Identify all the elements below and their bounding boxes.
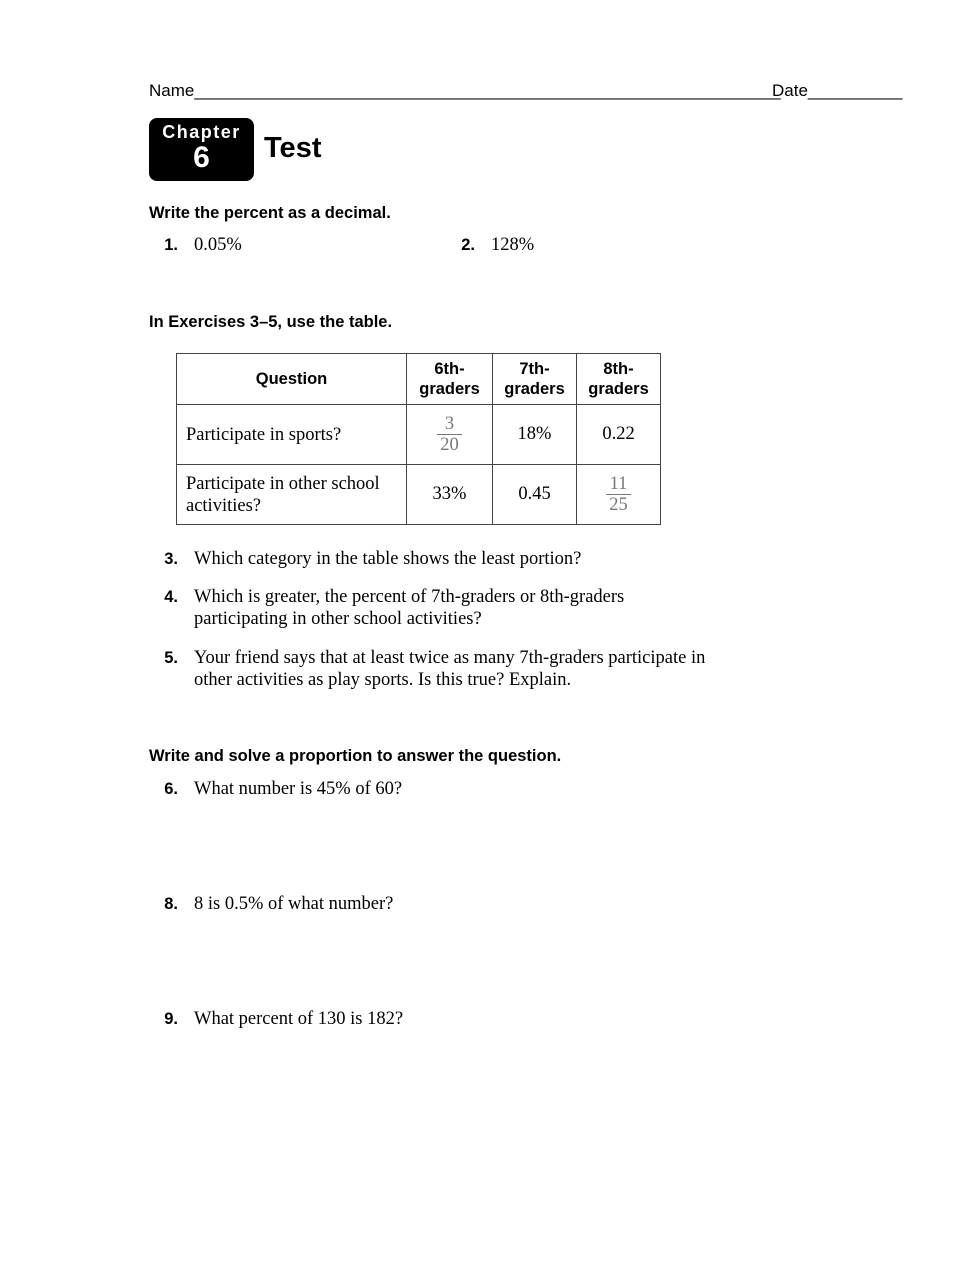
cell-8th: 0.22	[577, 405, 661, 465]
row-question: Participate in other school activities?	[177, 465, 407, 525]
section1-instruction: Write the percent as a decimal.	[149, 204, 391, 222]
q2-text: 128%	[491, 235, 535, 255]
q9-text: What percent of 130 is 182?	[194, 1009, 404, 1029]
table-row	[177, 465, 661, 525]
data-table	[176, 353, 661, 525]
fraction	[606, 474, 631, 515]
name-field[interactable]	[149, 81, 781, 101]
q2-number: 2.	[461, 236, 475, 254]
date-line: __________	[807, 81, 903, 100]
q5-text: Your friend says that at least twice as many 7th-graders participate in other activities as play sports. Is this true? Explain.	[194, 648, 706, 690]
header-7th: 7th- graders	[493, 354, 577, 405]
date-label: Date	[772, 81, 808, 100]
q3-number: 3.	[164, 550, 178, 568]
name-line: ______________________________________________________________	[194, 81, 781, 100]
cell-6th: 33%	[407, 465, 493, 525]
header-question: Question	[177, 354, 407, 405]
cell-6th	[407, 405, 493, 465]
table-row	[177, 405, 661, 465]
q9-number: 9.	[164, 1010, 178, 1028]
cell-8th	[577, 465, 661, 525]
q8-number: 8.	[164, 895, 178, 913]
table-header-row	[177, 354, 661, 405]
numerator: 3	[437, 414, 462, 435]
q1-number: 1.	[164, 236, 178, 254]
header-6th: 6th- graders	[407, 354, 493, 405]
q5-number: 5.	[164, 649, 178, 667]
q6-number: 6.	[164, 780, 178, 798]
name-label: Name	[149, 81, 195, 100]
q1-text: 0.05%	[194, 235, 242, 255]
chapter-number: 6	[193, 141, 210, 174]
numerator: 11	[606, 474, 631, 495]
chapter-badge	[149, 118, 254, 181]
header-8th: 8th- graders	[577, 354, 661, 405]
date-field[interactable]	[772, 81, 902, 101]
row-question: Participate in sports?	[177, 405, 407, 465]
section3-instruction: Write and solve a proportion to answer the question.	[149, 747, 562, 765]
denominator: 20	[440, 434, 459, 455]
page-title: Test	[264, 132, 322, 164]
chapter-label: Chapter	[162, 122, 241, 142]
q4-number: 4.	[164, 588, 178, 606]
q6-text: What number is 45% of 60?	[194, 779, 403, 799]
q3-text: Which category in the table shows the least portion?	[194, 549, 582, 569]
q4-text: Which is greater, the percent of 7th-graders or 8th-graders participating in other school activities?	[194, 587, 625, 629]
denominator: 25	[609, 494, 628, 515]
cell-7th: 0.45	[493, 465, 577, 525]
fraction	[437, 414, 462, 455]
q8-text: 8 is 0.5% of what number?	[194, 894, 394, 914]
cell-7th: 18%	[493, 405, 577, 465]
section2-instruction: In Exercises 3–5, use the table.	[149, 313, 393, 331]
